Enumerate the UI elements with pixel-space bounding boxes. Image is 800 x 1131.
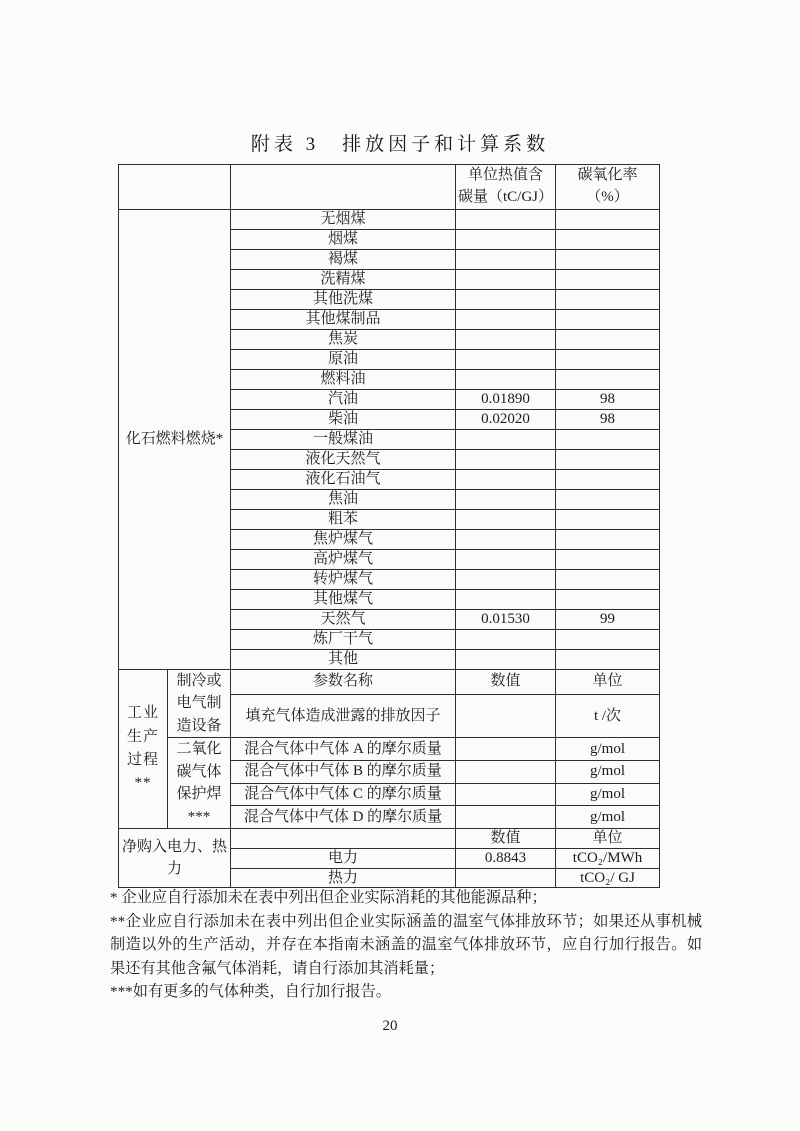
sublabel-co2-shielded-welding (168, 738, 231, 829)
fuel-name: 汽油 (231, 389, 456, 409)
label-line: 净购入电力、热 (121, 838, 227, 855)
fuel-name: 洗精煤 (231, 269, 456, 289)
fuel-name: 液化天然气 (231, 449, 456, 469)
fuel-carbon-value (456, 429, 556, 449)
page-title: 附表 3 排放因子和计算系数 (250, 134, 550, 155)
sublabel-refrigeration-electrical-equipment (168, 669, 231, 738)
fuel-carbon-value (456, 289, 556, 309)
fuel-name: 焦炉煤气 (231, 529, 456, 549)
fuel-name: 其他煤气 (231, 589, 456, 609)
fuel-oxidation-rate (556, 369, 660, 389)
fuel-carbon-value (456, 469, 556, 489)
fuel-oxidation-rate: 98 (556, 409, 660, 429)
fuel-oxidation-rate: 99 (556, 609, 660, 629)
fuel-name: 其他煤制品 (231, 309, 456, 329)
fuel-name: 其他洗煤 (231, 289, 456, 309)
fuel-name: 燃料油 (231, 369, 456, 389)
param-value (456, 806, 556, 829)
fuel-carbon-value (456, 329, 556, 349)
fuel-name: 炼厂干气 (231, 629, 456, 649)
label-line: 工业 (126, 705, 159, 722)
table-header-row (119, 165, 660, 210)
fuel-name: 烟煤 (231, 229, 456, 249)
unit-header: 单位 (556, 829, 660, 849)
footnote-1: * 企业应自行添加未在表中列出但企业实际消耗的其他能源品种； (110, 889, 547, 906)
table-row (119, 209, 660, 229)
fuel-name: 原油 (231, 349, 456, 369)
energy-name: 热力 (231, 868, 456, 888)
column-header-oxidation-rate (556, 165, 660, 210)
param-value (456, 695, 556, 738)
industrial-header-row (119, 669, 660, 695)
fuel-carbon-value (456, 209, 556, 229)
fuel-name: 一般煤油 (231, 429, 456, 449)
fuel-carbon-value (456, 269, 556, 289)
param-name-header: 参数名称 (231, 669, 456, 695)
fuel-oxidation-rate (556, 449, 660, 469)
param-name: 填充气体造成泄露的排放因子 (231, 695, 456, 738)
value-header: 数值 (456, 669, 556, 695)
param-name: 混合气体中气体 A 的摩尔质量 (231, 738, 456, 761)
param-value (456, 738, 556, 761)
param-unit: g/mol (556, 760, 660, 783)
fuel-oxidation-rate (556, 549, 660, 569)
fuel-name: 其他 (231, 649, 456, 669)
param-name: 混合气体中气体 B 的摩尔质量 (231, 760, 456, 783)
header-line: （%） (586, 188, 629, 205)
label-line: 保护焊 (176, 786, 222, 802)
fuel-carbon-value (456, 309, 556, 329)
empty-header-cell (231, 165, 456, 210)
fuel-oxidation-rate (556, 269, 660, 289)
fuel-carbon-value (456, 349, 556, 369)
fuel-oxidation-rate (556, 249, 660, 269)
fuel-oxidation-rate (556, 209, 660, 229)
fuel-carbon-value: 0.01890 (456, 389, 556, 409)
footnote-2: **企业应自行添加未在表中列出但企业实际涵盖的温室气体排放环节；如果还从事机械制造以外的生产活动，并存在本指南未涵盖的温室气体排放环节，应自行加行报告。如果还有其他含氟气体消耗，请自行添加其消耗量； (110, 912, 702, 977)
param-unit: t /次 (556, 695, 660, 738)
energy-unit: tCO₂/MWh (556, 848, 660, 868)
param-unit: g/mol (556, 783, 660, 806)
fuel-oxidation-rate (556, 289, 660, 309)
fuel-name: 无烟煤 (231, 209, 456, 229)
label-line: 过程 (126, 751, 159, 768)
energy-value: 0.8843 (456, 848, 556, 868)
value-header: 数值 (456, 829, 556, 849)
section-label-net-purchased-power-heat (119, 829, 231, 888)
fuel-oxidation-rate (556, 309, 660, 329)
fuel-carbon-value (456, 449, 556, 469)
fuel-oxidation-rate (556, 649, 660, 669)
param-unit: g/mol (556, 806, 660, 829)
empty-cell (231, 829, 456, 849)
fuel-carbon-value (456, 569, 556, 589)
fuel-oxidation-rate (556, 529, 660, 549)
fuel-carbon-value (456, 489, 556, 509)
fuel-name: 液化石油气 (231, 469, 456, 489)
fuel-name: 焦油 (231, 489, 456, 509)
table-row (119, 738, 660, 761)
column-header-unit-heat-carbon (456, 165, 556, 210)
label-line: 制冷或 (176, 672, 222, 689)
fuel-carbon-value: 0.01530 (456, 609, 556, 629)
fuel-oxidation-rate (556, 589, 660, 609)
header-line: 碳氧化率 (577, 167, 638, 183)
fuel-name: 转炉煤气 (231, 569, 456, 589)
footnote-3: ***如有更多的气体种类，自行加行报告。 (110, 983, 391, 1001)
fuel-carbon-value (456, 589, 556, 609)
fuel-carbon-value (456, 649, 556, 669)
fuel-name: 高炉煤气 (231, 549, 456, 569)
fuel-carbon-value (456, 509, 556, 529)
fuel-name: 柴油 (231, 409, 456, 429)
fuel-oxidation-rate (556, 469, 660, 489)
label-line: 造设备 (176, 717, 222, 734)
footnotes (110, 886, 702, 1004)
fuel-carbon-value: 0.02020 (456, 409, 556, 429)
header-line: 单位热值含 (467, 167, 543, 183)
fuel-name: 褐煤 (231, 249, 456, 269)
fuel-carbon-value (456, 529, 556, 549)
fuel-oxidation-rate (556, 329, 660, 349)
section-label-fossil-fuel: 化石燃料燃烧* (119, 209, 231, 669)
energy-value (456, 868, 556, 888)
unit-header: 单位 (556, 669, 660, 695)
empty-corner-cell (119, 165, 231, 210)
section-label-industrial-process (119, 669, 168, 829)
label-line: 电气制 (176, 695, 222, 711)
fuel-carbon-value (456, 549, 556, 569)
label-line: ** (134, 775, 152, 791)
fuel-oxidation-rate (556, 349, 660, 369)
fuel-oxidation-rate (556, 629, 660, 649)
energy-name: 电力 (231, 848, 456, 868)
param-value (456, 783, 556, 806)
param-name: 混合气体中气体 C 的摩尔质量 (231, 783, 456, 806)
fuel-carbon-value (456, 249, 556, 269)
label-line: 碳气体 (176, 763, 222, 780)
fuel-carbon-value (456, 369, 556, 389)
param-name: 混合气体中气体 D 的摩尔质量 (231, 806, 456, 829)
fuel-oxidation-rate: 98 (556, 389, 660, 409)
fuel-carbon-value (456, 629, 556, 649)
net-header-row (119, 829, 660, 849)
fuel-oxidation-rate (556, 569, 660, 589)
header-line: 碳量（tC/GJ） (457, 188, 553, 205)
fuel-oxidation-rate (556, 229, 660, 249)
fuel-oxidation-rate (556, 429, 660, 449)
fuel-oxidation-rate (556, 509, 660, 529)
fuel-name: 粗苯 (231, 509, 456, 529)
label-line: 力 (166, 861, 182, 878)
fuel-carbon-value (456, 229, 556, 249)
emission-factors-table (118, 164, 660, 888)
label-line: *** (187, 808, 211, 825)
param-unit: g/mol (556, 738, 660, 761)
label-line: 二氧化 (176, 741, 222, 757)
page-number: 20 (382, 1018, 398, 1034)
energy-unit: tCO₂/ GJ (556, 868, 660, 888)
param-value (456, 760, 556, 783)
label-line: 生产 (126, 728, 159, 745)
fuel-name: 天然气 (231, 609, 456, 629)
fuel-name: 焦炭 (231, 329, 456, 349)
fuel-oxidation-rate (556, 489, 660, 509)
